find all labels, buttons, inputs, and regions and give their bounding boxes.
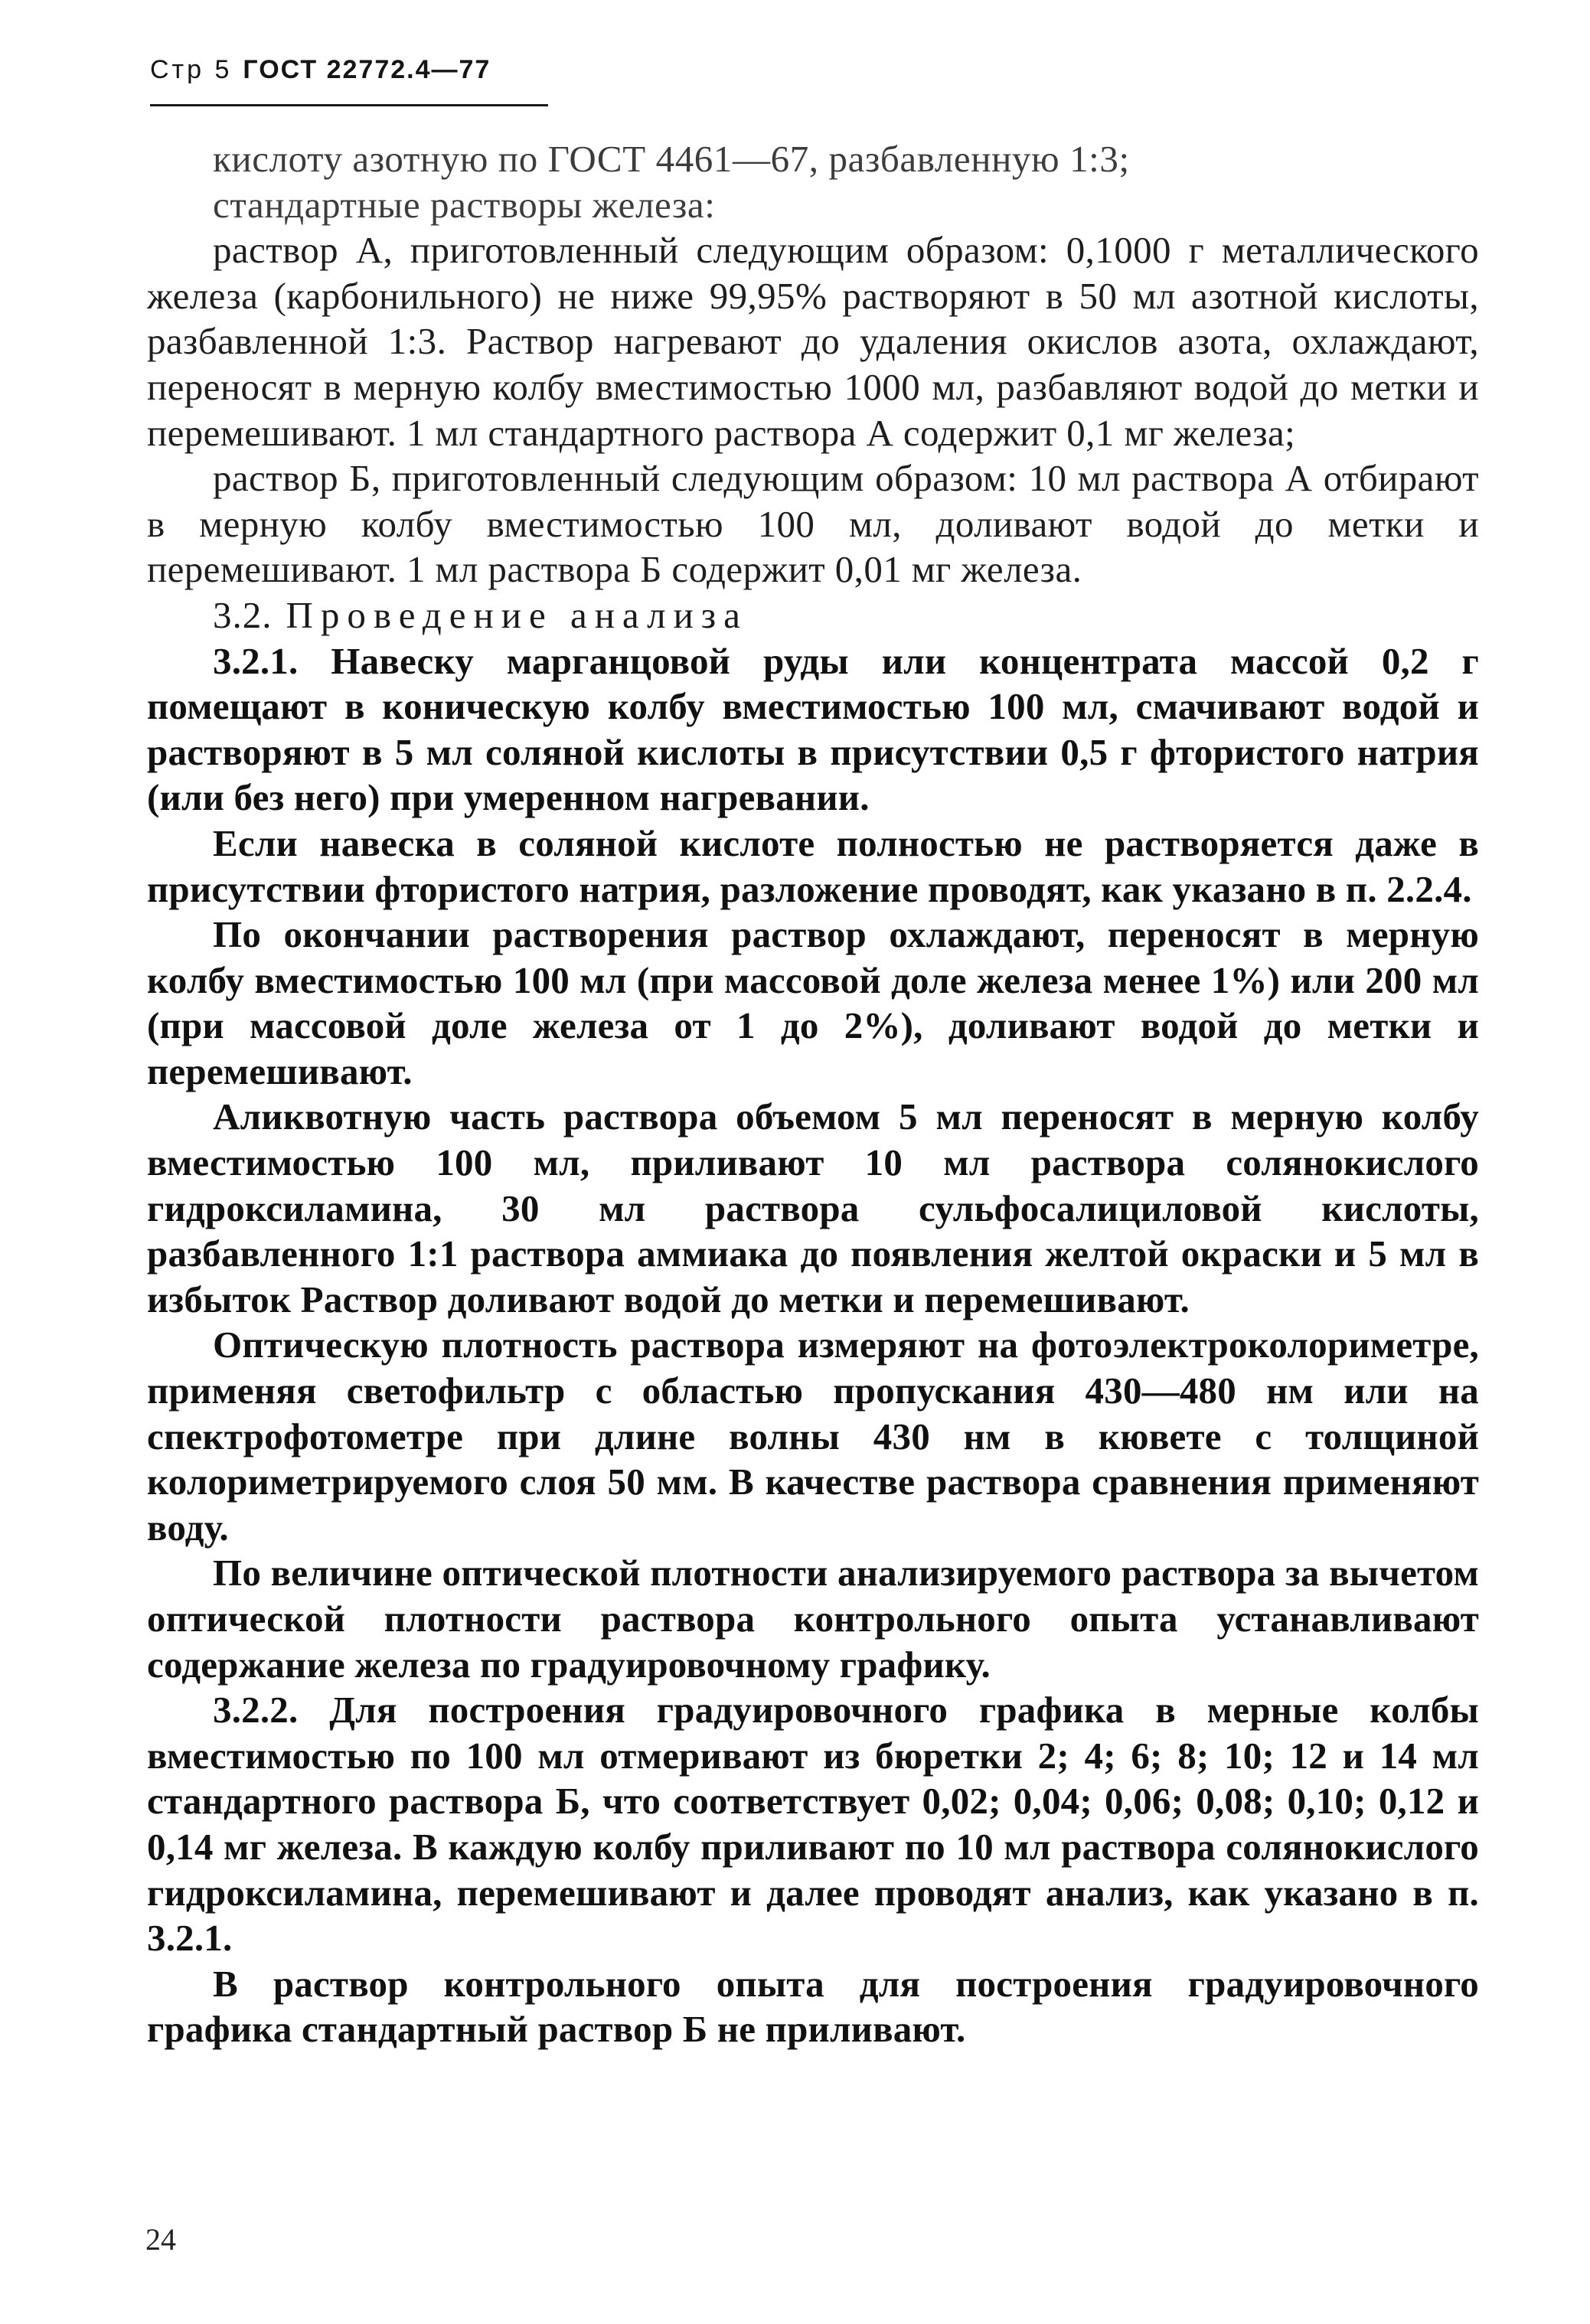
paragraph-3-2-1: 3.2.1. Навеску марганцовой руды или концентрата массой 0,2 г помещают в коническую колбу вместимостью 100 мл, смачивают водой и растворяют в 5 мл соляной кислоты в присутствии 0,5 г фтористого натрия (или без него) при умеренном нагревании. — [147, 639, 1479, 819]
paragraph-dilution: По окончании растворения раствор охлаждают, переносят в мерную колбу вместимостью 100 мл (при массовой доле железа менее 1%) или 200 мл (при массовой доле железа от 1 до 2%), доливают водой до метки и перемешивают. — [147, 913, 1479, 1092]
section-heading — [147, 592, 1479, 638]
header-rule — [150, 104, 548, 106]
paragraph-standard-solutions: стандартные растворы железа: — [213, 183, 716, 226]
paragraph-iron-content: По величине оптической плотности анализируемого раствора за вычетом оптической плотности раствора контрольного опыта устанавливают содержание железа по градуировочному графику. — [147, 1552, 1479, 1686]
header-page-label: Стр 5 — [150, 55, 233, 84]
paragraph-nitric-acid: кислоту азотную по ГОСТ 4461—67, разбавленную 1:3; — [213, 138, 1130, 180]
paragraph-aliquot: Аликвотную часть раствора объемом 5 мл переносят в мерную колбу вместимостью 100 мл, приливают 10 мл раствора солянокислого гидроксиламина, 30 мл раствора сульфосалициловой кислоты, разбавленного 1:1 раствора аммиака до появления желтой окраски и 5 мл в избыток Раствор доливают водой до метки и перемешивают. — [147, 1095, 1479, 1320]
paragraph-solution-a: раствор А, приготовленный следующим образом: 0,1000 г металлического железа (карбонильного) не ниже 99,95% растворяют в 50 мл азотной кислоты, разбавленной 1:3. Раствор нагревают до удаления окислов азота, охлаждают, переносят в мерную колбу вместимостью 1000 мл, разбавляют водой до метки и перемешивают. 1 мл стандартного раствора А содержит 0,1 мг железа; — [147, 229, 1479, 454]
paragraph-optical-density: Оптическую плотность раствора измеряют на фотоэлектроколориметре, применяя светофильтр с областью пропускания 430—480 нм или на спектрофотометре при длине волны 430 нм в кювете с толщиной колориметрируемого слоя 50 мм. В качестве раствора сравнения применяют воду. — [147, 1324, 1479, 1549]
paragraph-3-2-2: 3.2.2. Для построения градуировочного графика в мерные колбы вместимостью по 100 мл отмеривают из бюретки 2; 4; 6; 8; 10; 12 и 14 мл стандартного раствора Б, что соответствует 0,02; 0,04; 0,06; 0,08; 0,10; 0,12 и 0,14 мг железа. В каждую колбу приливают по 10 мл раствора солянокислого гидроксиламина, перемешивают и далее проводят анализ, как указано в п. 3.2.1. — [147, 1689, 1479, 1960]
running-header — [150, 55, 491, 85]
section-number: 3.2. — [213, 593, 273, 636]
paragraph-decomposition: Если навеска в соляной кислоте полностью не растворяется даже в присутствии фтористого натрия, разложение проводят, как указано в п. 2.2.4. — [147, 821, 1479, 910]
page-number: 24 — [145, 2222, 176, 2257]
paragraph-solution-b: раствор Б, приготовленный следующим образом: 10 мл раствора А отбирают в мерную колбу вместимостью 100 мл, доливают водой до метки и перемешивают. 1 мл раствора Б содержит 0,01 мг железа. — [147, 457, 1479, 591]
header-standard-code: ГОСТ 22772.4—77 — [243, 55, 491, 84]
section-title: Проведение анализа — [286, 593, 748, 636]
paragraph-control-solution: В раствор контрольного опыта для построения градуировочного графика стандартный раствор Б не приливают. — [147, 1962, 1479, 2051]
body-text — [147, 136, 1479, 2052]
